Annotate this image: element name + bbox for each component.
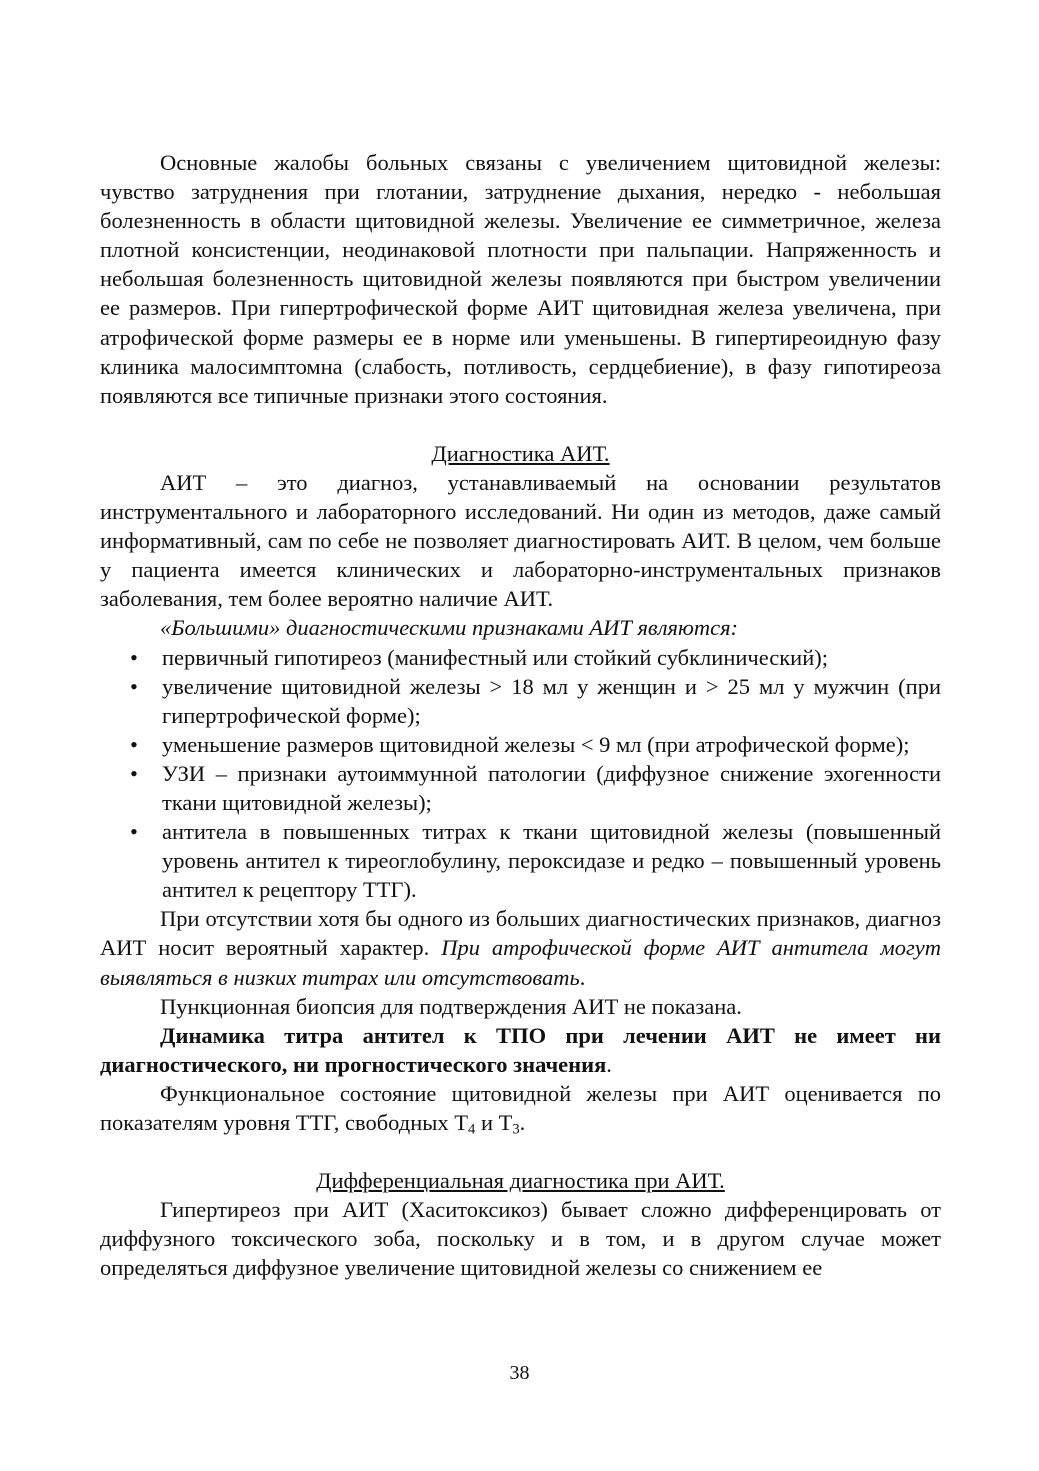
list-item [100,730,941,759]
text-end: . [519,1110,526,1135]
paragraph-diagnosis-definition: АИТ – это диагноз, устанавливаемый на основании результатов инструментального и лабораторного исследований. Ни один из методов, даже самый информативный, сам по себе не позволяет диагностировать АИТ. В целом, чем больше у пациента имеется клинических и лабораторно-инструментальных признаков заболевания, тем более вероятно наличие АИТ. [100,469,941,612]
text-end: . [579,964,586,990]
major-signs-list [100,643,941,905]
bullet-icon: • [130,819,138,845]
paragraph-tpo-dynamics [100,1021,941,1079]
list-item-text: УЗИ – признаки аутоиммунной патологии (диффузное снижение эхогенности ткани щитовидной железы); [162,760,941,815]
bullet-icon: • [130,644,138,670]
text-bold-emphasis: Динамика титра антител к ТПО при лечении АИТ не имеет ни диагностического, ни прогностического значения [100,1022,941,1077]
paragraph-complaints: Основные жалобы больных связаны с увеличением щитовидной железы: чувство затруднения при глотании, затруднение дыхания, нередко - небольшая болезненность в области щитовидной железы. Увеличение ее симметричное, железа плотной консистенции, неодинаковой плотности при пальпации. Напряженность и небольшая болезненность щитовидной железы появляются при быстром увеличении ее размеров. При гипертрофической форме АИТ щитовидная железа увеличена, при атрофической форме размеры ее в норме или уменьшены. В гипертиреоидную фазу клиника малосимптомна (слабость, потливость, сердцебиение), в фазу гипотиреоза появляются все типичные признаки этого состояния. [100,150,941,408]
subscript-4: 4 [468,1121,476,1138]
spacer [100,410,941,439]
document-page [100,148,941,1282]
text-normal: При отсутствии хотя бы одного из больших диагностических признаков, диагноз АИТ носит вероятный характер. [100,906,941,961]
list-item [100,643,941,672]
bullet-icon: • [130,673,138,699]
list-item-text: антитела в повышенных титрах к ткани щитовидной железы (повышенный уровень антител к тиреоглобулину, пероксидазе и редко – повышенный уровень антител к рецептору ТТГ). [162,819,941,903]
text-normal: Функциональное состояние щитовидной железы при АИТ оценивается по показателям уровня ТТГ, свободных Т [100,1080,941,1135]
heading-differential: Дифференциальная диагностика при АИТ. [316,1168,725,1194]
paragraph-hyperthyroidism: Гипертиреоз при АИТ (Хаситоксикоз) бывает сложно дифференцировать от диффузного токсического зоба, поскольку и в том, и в другом случае может определяться диффузное увеличение щитовидной железы со снижением ее [100,1197,941,1281]
list-item [100,759,941,817]
list-item-text: увеличение щитовидной железы > 18 мл у женщин и > 25 мл у мужчин (при гипертрофической форме); [162,673,941,728]
subscript-3: 3 [512,1121,520,1138]
bullet-icon: • [130,731,138,757]
list-item [100,672,941,730]
paragraph-functional-state [100,1079,941,1137]
paragraph-biopsy: Пункционная биопсия для подтверждения АИТ не показана. [160,993,742,1019]
major-signs-intro: «Большими» диагностическими признаками АИТ являются: [160,615,739,641]
page-number: 38 [509,1362,530,1384]
text-italic-emphasis: При атрофической форме АИТ антитела могут выявляться в низких титрах или отсутствовать [100,935,941,990]
list-item-text: первичный гипотиреоз (манифестный или стойкий субклинический); [162,644,829,670]
paragraph-probable-diagnosis [100,904,941,991]
list-item [100,817,941,904]
text-conj: и Т [475,1110,513,1135]
spacer [100,1137,941,1166]
text-end: . [606,1051,612,1077]
bullet-icon: • [130,760,138,786]
list-item-text: уменьшение размеров щитовидной железы < 9 мл (при атрофической форме); [162,731,910,757]
heading-diagnostics: Диагностика АИТ. [431,440,610,466]
